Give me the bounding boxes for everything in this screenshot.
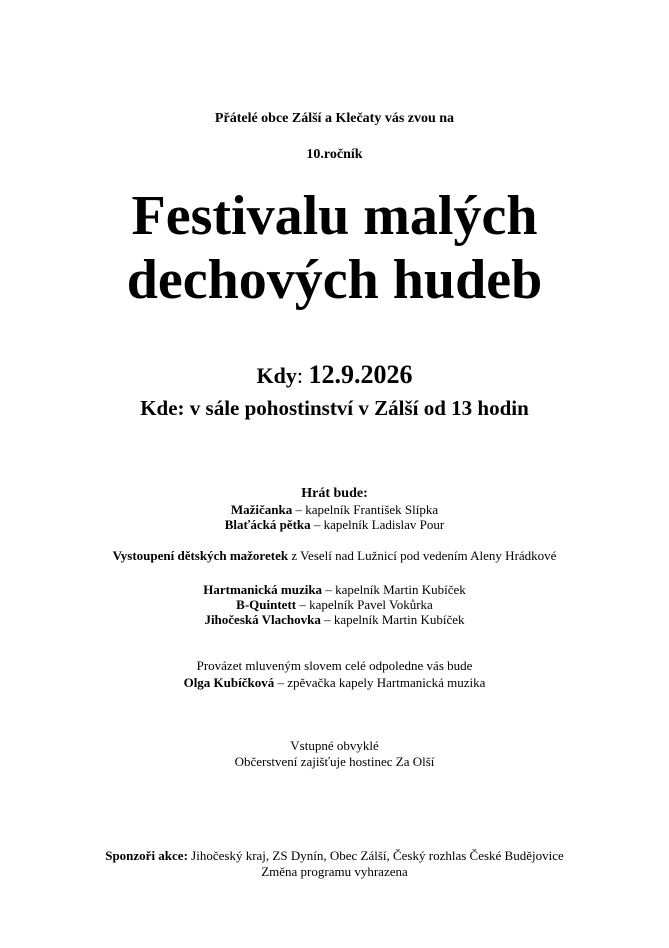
refreshments: Občerstvení zajišťuje hostinec Za Olší — [234, 754, 435, 769]
invite-line: Přátelé obce Zálší a Klečaty vás zvou na — [214, 111, 455, 126]
host-detail: – zpěvačka kapely Hartmanická muzika — [274, 675, 486, 690]
when-colon: : — [296, 363, 303, 388]
sponsors-line — [0, 848, 669, 863]
band-line — [0, 582, 669, 597]
when-line — [0, 360, 669, 390]
band-name: Jihočeská Vlachovka — [204, 612, 321, 627]
band-line — [0, 597, 669, 612]
event-date: 12.9.2026 — [308, 360, 413, 389]
host-name: Olga Kubíčková — [183, 675, 275, 690]
band-name: Hartmanická muzika — [203, 582, 323, 597]
majorettes-name: Vystoupení dětských mažoretek — [112, 548, 289, 563]
majorettes-detail: z Veselí nad Lužnicí pod vedením Aleny Hrádkové — [288, 548, 557, 563]
band-line — [0, 612, 669, 627]
festival-title — [0, 184, 669, 312]
band-line — [0, 517, 669, 532]
band-leader: – kapelník Ladislav Pour — [310, 517, 445, 532]
band-line — [0, 502, 669, 517]
host-intro: Provázet mluveným slovem celé odpoledne vás bude — [196, 658, 473, 673]
band-name: Mažičanka — [230, 502, 293, 517]
sponsors-label: Sponzoři akce: — [105, 848, 188, 863]
band-leader: – kapelník Martin Kubíček — [322, 582, 466, 597]
when-label: Kdy — [256, 363, 297, 388]
festival-title-line-1: Festivalu malých — [131, 185, 538, 247]
edition-line: 10.ročník — [306, 147, 363, 162]
program-note: Změna programu vyhrazena — [261, 864, 408, 879]
playing-heading: Hrát bude: — [301, 486, 368, 501]
host-line — [0, 675, 669, 690]
band-leader: – kapelník Martin Kubíček — [320, 612, 465, 627]
sponsors-list: Jihočeský kraj, ZS Dynín, Obec Zálší, Český rozhlas České Budějovice — [187, 848, 564, 863]
band-name: Blaťácká pětka — [224, 517, 311, 532]
band-name: B-Quintett — [236, 597, 297, 612]
festival-title-line-2: dechových hudeb — [126, 249, 543, 311]
entry-fee: Vstupné obvyklé — [290, 738, 379, 753]
where-line: Kde: v sále pohostinství v Zálší od 13 hodin — [140, 396, 529, 420]
band-leader: – kapelník Pavel Vokůrka — [296, 597, 433, 612]
band-leader: – kapelník František Slípka — [292, 502, 439, 517]
majorettes-line — [0, 548, 669, 563]
